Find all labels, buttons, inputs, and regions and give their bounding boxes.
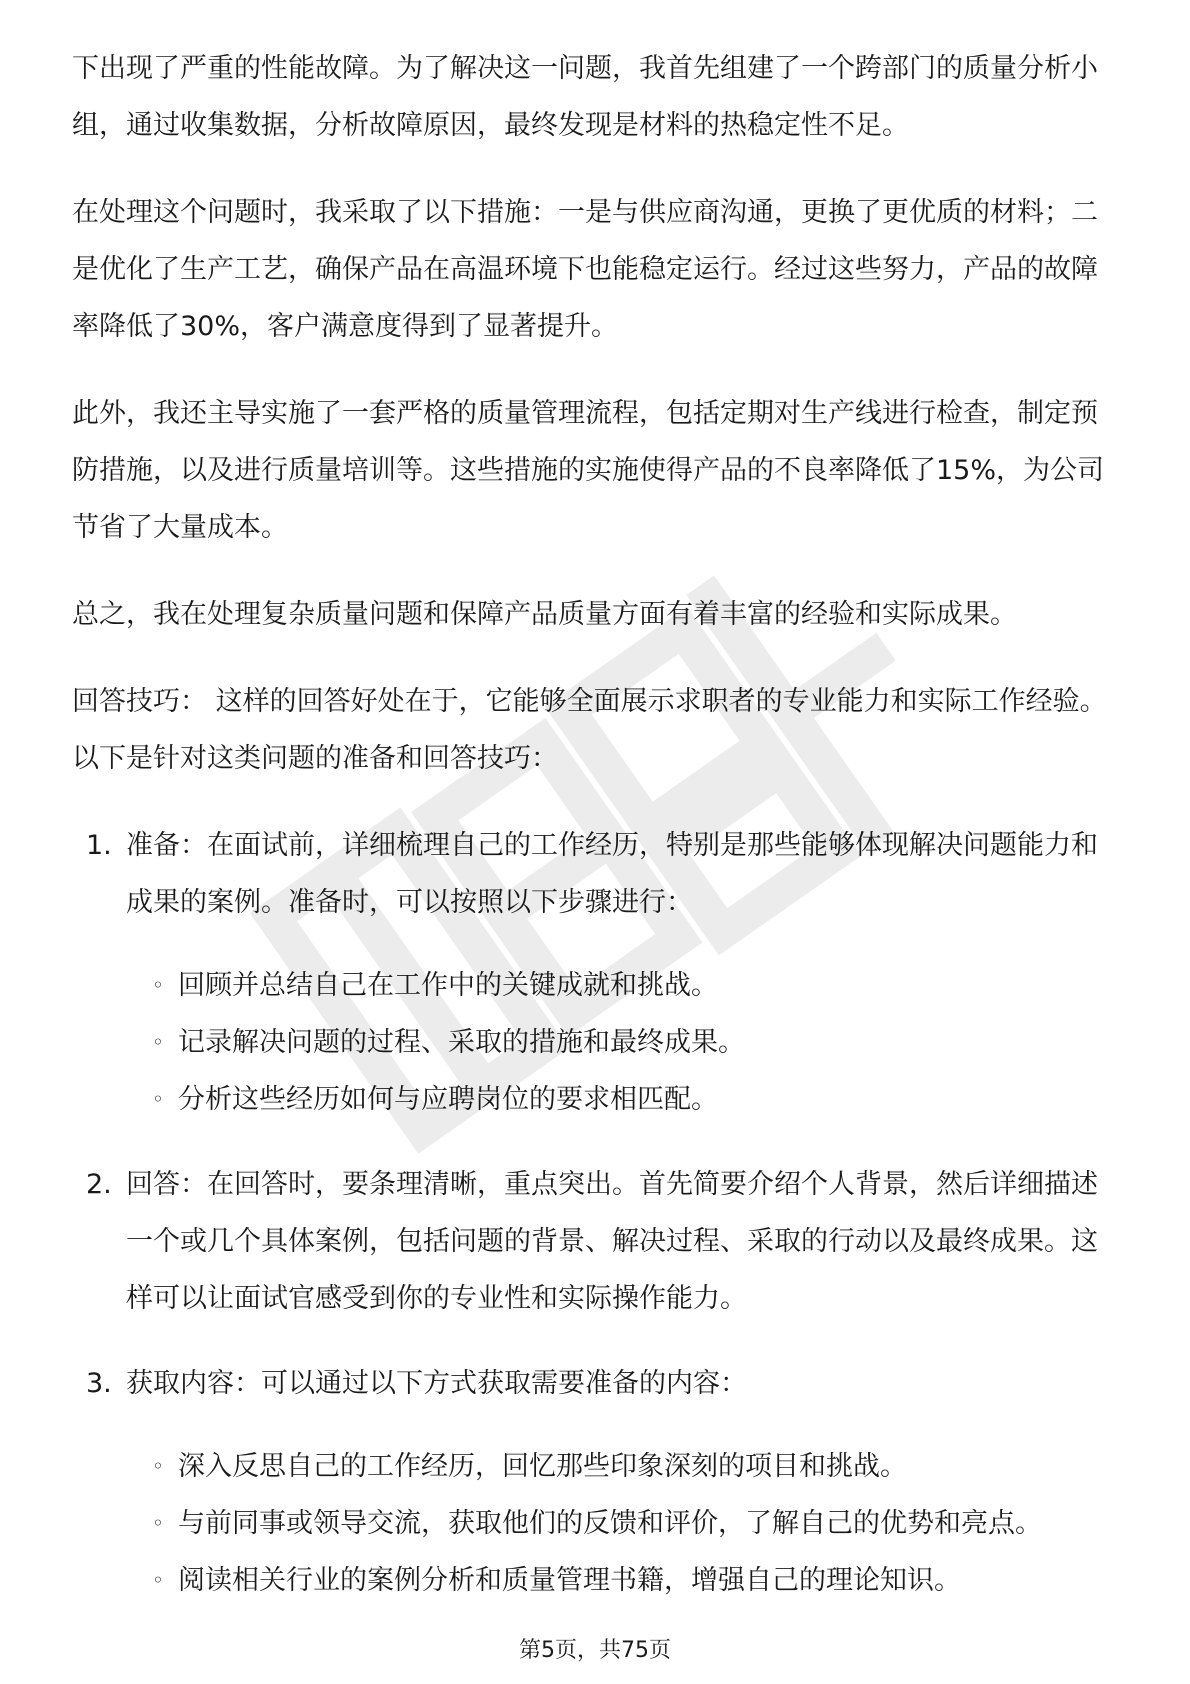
step-item: [72, 1156, 1122, 1327]
step-number: 1.: [86, 830, 112, 861]
list-item: [126, 1438, 1122, 1495]
list-item: [126, 957, 1122, 1014]
page-number-label: 第5页，共75页: [519, 1638, 671, 1663]
bullet-icon: ◦: [152, 1030, 164, 1054]
list-item: [126, 1014, 1122, 1071]
tips-steps-list: [72, 817, 1122, 1609]
list-item-text: 深入反思自己的工作经历，回忆那些印象深刻的项目和挑战。: [178, 1451, 907, 1482]
bullet-icon: ◦: [152, 973, 164, 997]
step-text: 回答：在回答时，要条理清晰，重点突出。首先简要介绍个人背景，然后详细描述一个或几个具体案例，包括问题的背景、解决过程、采取的行动以及最终成果。这样可以让面试官感受到你的专业性和实际操作能力。: [126, 1169, 1098, 1314]
paragraph-intro: 下出现了严重的性能故障。为了解决这一问题，我首先组建了一个跨部门的质量分析小组，通过收集数据，分析故障原因，最终发现是材料的热稳定性不足。: [72, 53, 1098, 141]
list-item: [126, 1552, 1122, 1609]
step-text: 获取内容：可以通过以下方式获取需要准备的内容：: [126, 1368, 747, 1399]
step-text: 准备：在面试前，详细梳理自己的工作经历，特别是那些能够体现解决问题能力和成果的案例。准备时，可以按照以下步骤进行：: [126, 830, 1098, 918]
bullet-icon: ◦: [152, 1454, 164, 1478]
bullet-icon: ◦: [152, 1511, 164, 1535]
list-item: [126, 1495, 1122, 1552]
paragraph-tips: 回答技巧： 这样的回答好处在于，它能够全面展示求职者的专业能力和实际工作经验。以下是针对这类问题的准备和回答技巧：: [72, 686, 1107, 774]
list-item-text: 阅读相关行业的案例分析和质量管理书籍，增强自己的理论知识。: [178, 1565, 961, 1596]
paragraph-process: 此外，我还主导实施了一套严格的质量管理流程，包括定期对生产线进行检查，制定预防措施，以及进行质量培训等。这些措施的实施使得产品的不良率降低了15%，为公司节省了大量成本。: [72, 398, 1105, 543]
step-sub-list: [126, 957, 1122, 1128]
paragraph-measures: 在处理这个问题时，我采取了以下措施：一是与供应商沟通，更换了更优质的材料；二是优化了生产工艺，确保产品在高温环境下也能稳定运行。经过这些努力，产品的故障率降低了30%，客户满意度得到了显著提升。: [72, 197, 1098, 342]
step-item: [72, 817, 1122, 1128]
document-body: [72, 40, 1122, 1637]
paragraph-summary: 总之，我在处理复杂质量问题和保障产品质量方面有着丰富的经验和实际成果。: [72, 599, 1017, 630]
list-item-text: 记录解决问题的过程、采取的措施和最终成果。: [178, 1027, 745, 1058]
step-number: 3.: [86, 1368, 112, 1399]
step-number: 2.: [86, 1169, 112, 1200]
step-sub-list: [126, 1438, 1122, 1609]
bullet-icon: ◦: [152, 1087, 164, 1111]
list-item-text: 分析这些经历如何与应聘岗位的要求相匹配。: [178, 1084, 718, 1115]
page-footer: [0, 1636, 1190, 1666]
list-item: [126, 1071, 1122, 1128]
list-item-text: 回顾并总结自己在工作中的关键成就和挑战。: [178, 970, 718, 1001]
bullet-icon: ◦: [152, 1568, 164, 1592]
list-item-text: 与前同事或领导交流，获取他们的反馈和评价，了解自己的优势和亮点。: [178, 1508, 1042, 1539]
step-item: [72, 1355, 1122, 1609]
